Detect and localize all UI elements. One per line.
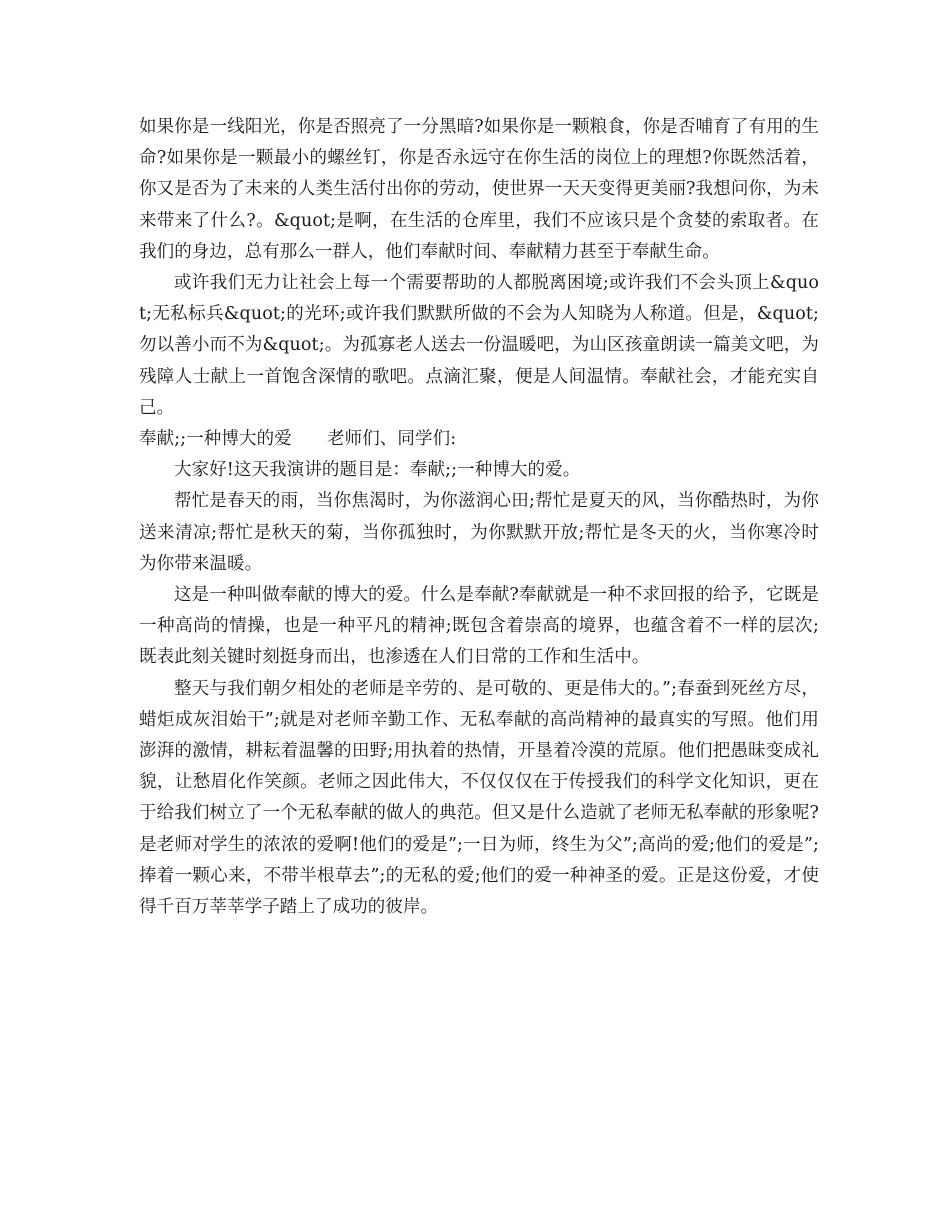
paragraph-what-is-devotion: 这是一种叫做奉献的博大的爱。什么是奉献?奉献就是一种不求回报的给予，它既是一种高尚的情操，也是一种平凡的精神;既包含着崇高的境界，也蕴含着不一样的层次;既表此刻关键时刻挺身而出，也渗透在人们日常的工作和生活中。 (139, 585, 819, 668)
paragraph-2: 或许我们无力让社会上每一个需要帮助的人都脱离困境;或许我们不会头顶上&quot;无私标兵&quot;的光环;或许我们默默所做的不会为人知晓为人称道。但是，&quot;勿以善小而不为&quot;。为孤寡老人送去一份温暖吧，为山区孩童朗读一篇美文吧，为残障人士献上一首饱含深情的歌吧。点滴汇聚，便是人间温情。奉献社会，才能充实自己。 (139, 273, 819, 418)
speech-heading: 奉献;;一种博大的爱 老师们、同学们: (139, 429, 457, 450)
paragraph-greeting: 大家好!这天我演讲的题目是：奉献;;一种博大的爱。 (174, 460, 581, 481)
document-body (139, 112, 819, 923)
paragraph-teachers: 整天与我们朝夕相处的老师是辛劳的、是可敬的、更是伟大的。”;春蚕到死丝方尽，蜡炬成灰泪始干”;就是对老师辛勤工作、无私奉献的高尚精神的最真实的写照。他们用澎湃的激情，耕耘着温馨的田野;用执着的热情，开垦着冷漠的荒原。他们把愚昧变成礼貌，让愁眉化作笑颜。老师之因此伟大，不仅仅仅在于传授我们的科学文化知识，更在于给我们树立了一个无私奉献的做人的典范。但又是什么造就了老师无私奉献的形象呢?是老师对学生的浓浓的爱啊!他们的爱是”;一日为师，终生为父”;高尚的爱;他们的爱是”;捧着一颗心来，不带半根草去”;的无私的爱;他们的爱一种神圣的爱。正是这份爱，才使得千百万莘莘学子踏上了成功的彼岸。 (139, 678, 819, 918)
paragraph-1: 如果你是一线阳光，你是否照亮了一分黑暗?如果你是一颗粮食，你是否哺育了有用的生命?如果你是一颗最小的螺丝钉，你是否永远守在你生活的岗位上的理想?你既然活着，你又是否为了未来的人类生活付出你的劳动，使世界一天天变得更美丽?我想问你，为未来带来了什么?。&quot;是啊，在生活的仓库里，我们不应该只是个贪婪的索取者。在我们的身边，总有那么一群人，他们奉献时间、奉献精力甚至于奉献生命。 (139, 117, 819, 262)
paragraph-help-seasons: 帮忙是春天的雨，当你焦渴时，为你滋润心田;帮忙是夏天的风，当你酷热时，为你送来清凉;帮忙是秋天的菊，当你孤独时，为你默默开放;帮忙是冬天的火，当你寒冷时为你带来温暖。 (139, 491, 819, 574)
